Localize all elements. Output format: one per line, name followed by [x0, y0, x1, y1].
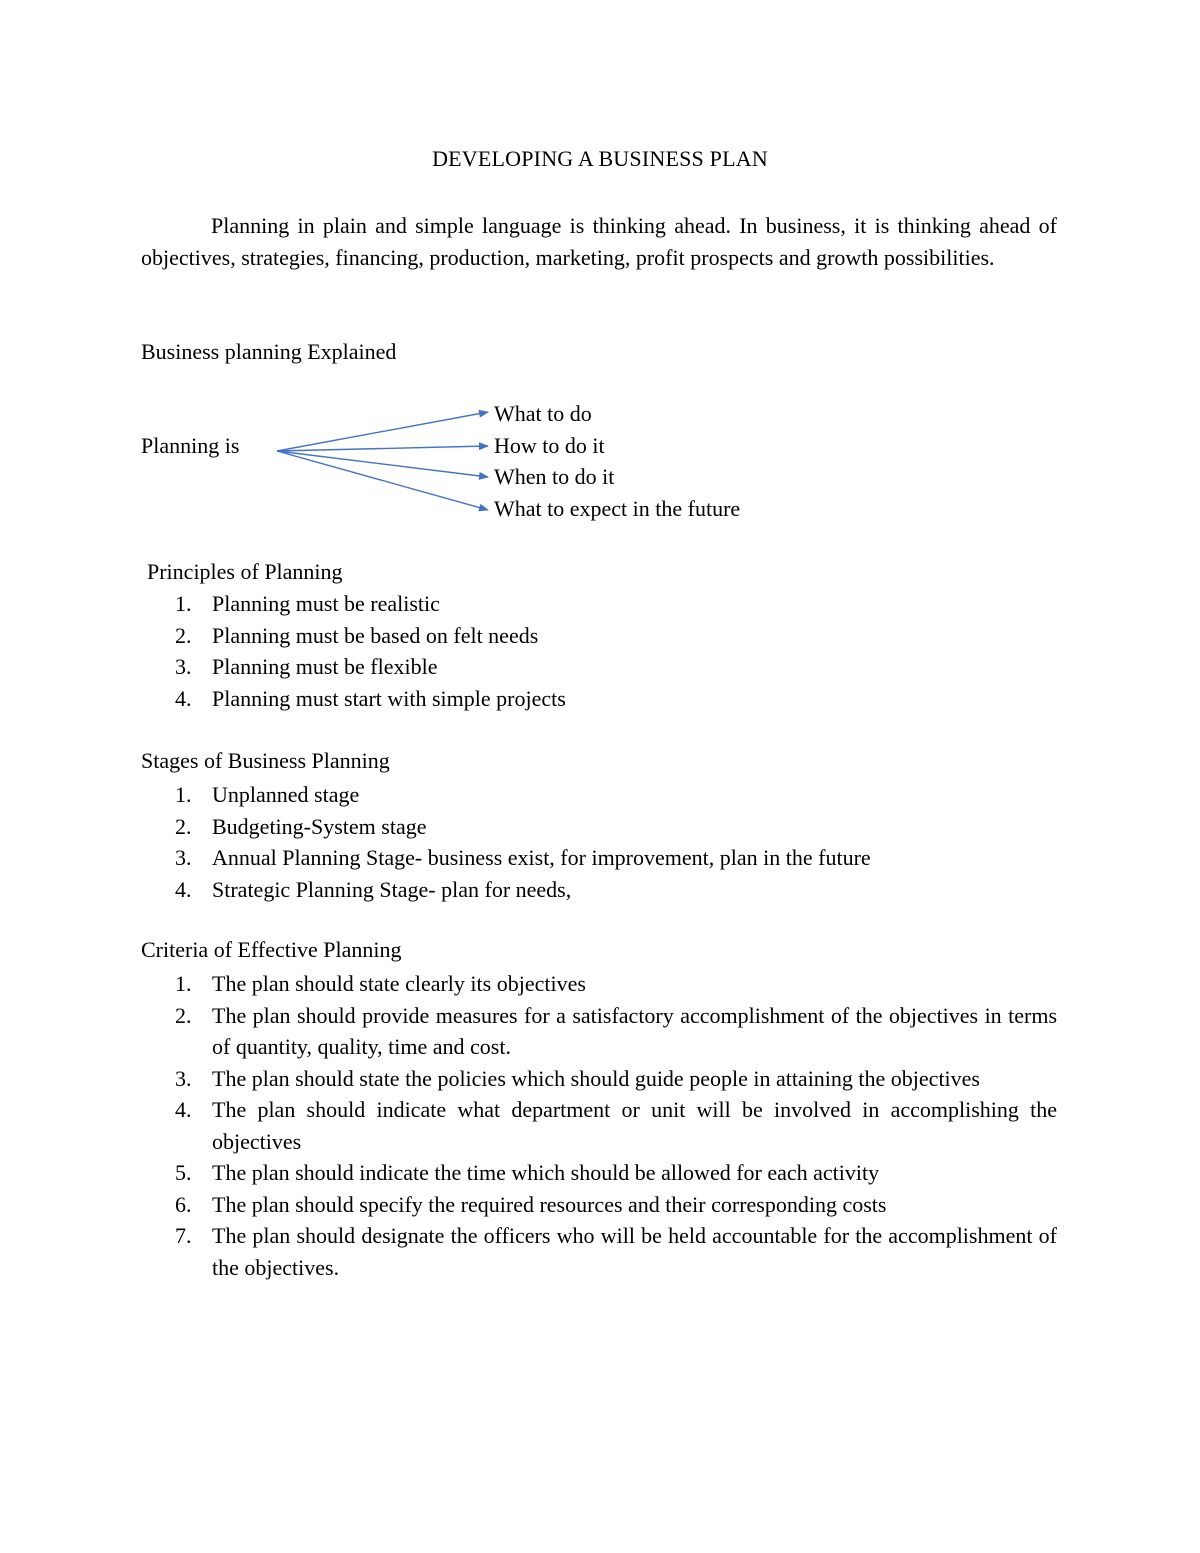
list-item: 2. Budgeting-System stage — [175, 813, 427, 839]
principles-list — [141, 588, 1057, 714]
list-item: 3. Annual Planning Stage- business exist, for improvement, plan in the future — [175, 845, 871, 870]
branch-what-to-expect: What to expect in the future — [494, 496, 741, 521]
stages-list — [141, 779, 1057, 905]
arrow-what-to-expect — [277, 451, 488, 510]
stages-heading: Stages of Business Planning — [141, 748, 390, 773]
list-item: 5. The plan should indicate the time which should be allowed for each activity — [175, 1160, 880, 1185]
list-item: 4. Planning must start with simple projects — [175, 685, 566, 711]
branch-how-to-do-it: How to do it — [494, 433, 605, 458]
list-item: 3. Planning must be flexible — [175, 654, 438, 679]
intro-paragraph: Planning in plain and simple language is thinking ahead. In business, it is thinking ahead of objectives, strategies, financing, production, marketing, profit prospects and growth possibilities. — [141, 213, 1057, 270]
list-item: 1. Unplanned stage — [175, 782, 360, 807]
arrow-when-to-do-it — [277, 451, 488, 477]
planning-source-label: Planning is — [141, 433, 240, 458]
principles-heading: Principles of Planning — [147, 559, 343, 584]
explained-heading: Business planning Explained — [141, 339, 397, 364]
list-item: 1. The plan should state clearly its objectives — [175, 971, 586, 996]
branch-what-to-do: What to do — [494, 401, 592, 426]
page-title: DEVELOPING A BUSINESS PLAN — [432, 146, 768, 171]
criteria-heading: Criteria of Effective Planning — [141, 937, 402, 962]
list-item: 6. The plan should specify the required resources and their corresponding costs — [175, 1191, 887, 1217]
list-item: 2. Planning must be based on felt needs — [175, 622, 539, 648]
criteria-list — [141, 968, 1057, 1283]
list-item: 7. The plan should designate the officers who will be held accountable for the accomplishment of the objectives. — [175, 1223, 1057, 1280]
list-item: 4. Strategic Planning Stage- plan for needs, — [175, 876, 572, 902]
arrow-what-to-do — [277, 412, 488, 451]
branch-when-to-do-it: When to do it — [494, 464, 615, 489]
list-item: 1. Planning must be realistic — [175, 591, 440, 616]
list-item: 4. The plan should indicate what department or unit will be involved in accomplishing the objectives — [175, 1097, 1057, 1154]
list-item: 3. The plan should state the policies which should guide people in attaining the objectives — [175, 1065, 980, 1091]
arrow-how-to-do-it — [277, 446, 488, 451]
list-item: 2. The plan should provide measures for a satisfactory accomplishment of the objectives in terms of quantity, quality, time and cost. — [175, 1002, 1057, 1059]
